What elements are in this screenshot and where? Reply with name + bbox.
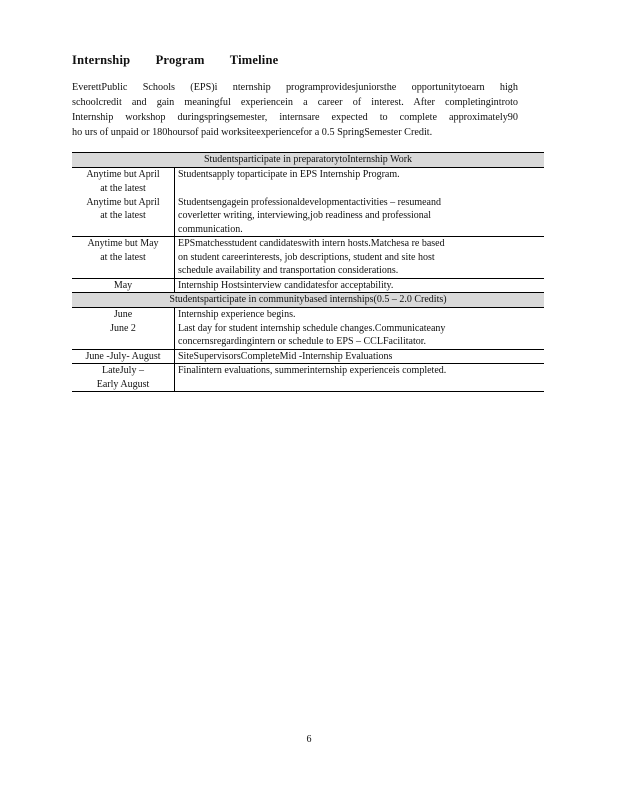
description-line: Internship experience begins. [178, 309, 296, 320]
page-number: 6 [306, 734, 312, 745]
section-header-row [72, 293, 544, 308]
description-line: Studentsapply toparticipate in EPS Internship Program. [178, 169, 400, 180]
date-line: Anytime but April [86, 169, 160, 180]
timeline-description [175, 196, 545, 237]
timeline-table [72, 152, 544, 392]
timeline-date [72, 168, 175, 196]
description-line: coverletter writing, interviewing,job readiness and professional [178, 210, 431, 221]
description-line: EPSmatchesstudent candidateswith intern hosts.Matchesa re based [178, 238, 445, 249]
intro-line: schoolcredit and gain meaningful experiencein a career of interest. After completingintroto [72, 97, 518, 108]
description-line: on student careerinterests, job descriptions, student and site host [178, 251, 435, 263]
date-line: June [113, 309, 133, 320]
table-row [72, 237, 544, 279]
table-row [72, 308, 544, 322]
section-header: Studentsparticipate in preparatorytoInternship Work [72, 153, 544, 168]
timeline-date [72, 308, 175, 322]
table-row [72, 322, 544, 350]
table-row [72, 196, 544, 237]
timeline-date [72, 237, 175, 279]
table-row [72, 364, 544, 392]
description-line: Last day for student internship schedule changes.Communicateany [178, 322, 446, 334]
table-row [72, 349, 544, 364]
description-line: communication. [178, 223, 243, 235]
date-line: June 2 [110, 322, 136, 334]
timeline-description [175, 237, 545, 279]
intro-paragraph [72, 80, 518, 140]
table-row [72, 168, 544, 196]
timeline-date [72, 278, 175, 293]
description-line: SiteSupervisorsCompleteMid -Internship Evaluations [178, 350, 393, 362]
date-line: Anytime but April [86, 196, 160, 208]
page-title: Internship Program Timeline [72, 53, 279, 67]
date-line: Early August [96, 378, 150, 390]
date-line: at the latest [100, 210, 146, 221]
section-header: Studentsparticipate in communitybased internships(0.5 – 2.0 Credits) [72, 293, 544, 308]
description-line: Internship Hostsinterview candidatesfor acceptability. [178, 279, 394, 291]
date-line: LateJuly – [102, 365, 144, 376]
date-line: May [113, 279, 133, 291]
timeline-date [72, 364, 175, 392]
date-line: at the latest [100, 182, 146, 194]
timeline-date [72, 322, 175, 350]
timeline-date [72, 196, 175, 237]
date-line: June -July- August [85, 350, 161, 362]
intro-line: Internship workshop duringspringsemester, internsare expected to complete approximately90 [72, 112, 518, 123]
intro-line: EverettPublic Schools (EPS)i nternship programprovidesjuniorsthe opportunitytoearn high [72, 82, 518, 93]
timeline-description [175, 349, 545, 364]
intro-line: ho urs of unpaid or 180hoursof paid worksiteexperiencefor a 0.5 SpringSemester Credit. [72, 127, 433, 138]
section-header-row [72, 153, 544, 168]
timeline-description [175, 278, 545, 293]
description-line: schedule availability and transportation considerations. [178, 265, 399, 276]
table-row [72, 278, 544, 293]
timeline-date [72, 349, 175, 364]
timeline-description [175, 168, 545, 196]
description-line: Finalintern evaluations, summerinternship experienceis completed. [178, 365, 447, 376]
description-line: Studentsengagein professionaldevelopmentactivities – resumeand [178, 196, 441, 208]
timeline-description [175, 364, 545, 392]
description-line: concernsregardingintern or schedule to EPS – CCLFacilitator. [178, 336, 426, 347]
date-line: at the latest [100, 251, 146, 263]
timeline-description [175, 308, 545, 322]
timeline-description [175, 322, 545, 350]
date-line: Anytime but May [87, 238, 159, 249]
